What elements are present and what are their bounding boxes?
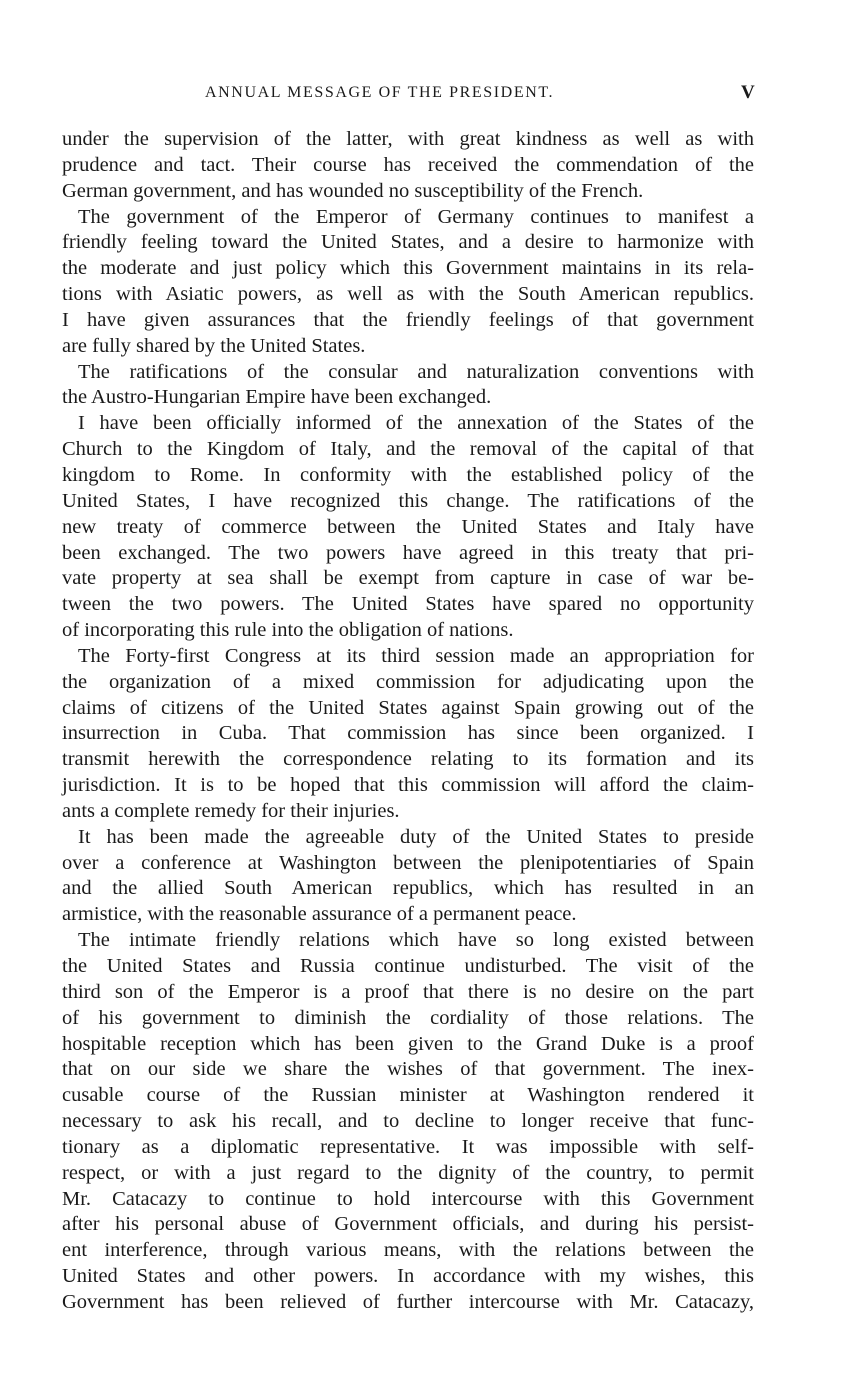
- text-line: Church to the Kingdom of Italy, and the removal of the capital of that: [62, 438, 754, 461]
- text-line: of incorporating this rule into the obligation of nations.: [62, 619, 514, 642]
- text-line: over a conference at Washington between the plenipotentiaries of Spain: [62, 851, 754, 874]
- text-line: ants a complete remedy for their injuries.: [62, 799, 400, 822]
- text-line: the moderate and just policy which this Government maintains in its rela-: [62, 257, 754, 280]
- text-line: and the allied South American republics, which has resulted in an: [62, 877, 754, 900]
- text-line: prudence and tact. Their course has received the commendation of the: [62, 153, 754, 176]
- text-line: been exchanged. The two powers have agreed in this treaty that pri-: [62, 541, 754, 564]
- text-line: hospitable reception which has been given to the Grand Duke is a proof: [62, 1032, 754, 1055]
- text-line: tionary as a diplomatic representative. It was impossible with self-: [62, 1135, 754, 1158]
- text-line: kingdom to Rome. In conformity with the established policy of the: [62, 463, 754, 486]
- text-line: after his personal abuse of Government officials, and during his persist-: [62, 1213, 754, 1236]
- text-line: It has been made the agreeable duty of the United States to preside: [78, 825, 754, 848]
- text-line: under the supervision of the latter, with great kindness as well as with: [62, 128, 754, 150]
- page-number: V: [741, 82, 755, 103]
- text-line: new treaty of commerce between the United States and Italy have: [62, 515, 754, 538]
- text-line: The ratifications of the consular and naturalization conventions with: [78, 360, 754, 383]
- text-line: I have been officially informed of the annexation of the States of the: [78, 412, 754, 435]
- text-line: tions with Asiatic powers, as well as with the South American republics.: [62, 283, 754, 306]
- text-line: ent interference, through various means, with the relations between the: [62, 1239, 754, 1262]
- text-line: I have given assurances that the friendly feelings of that government: [62, 308, 754, 331]
- text-line: third son of the Emperor is a proof that there is no desire on the part: [62, 980, 754, 1003]
- text-line: the organization of a mixed commission for adjudicating upon the: [62, 670, 754, 693]
- text-line: insurrection in Cuba. That commission has since been organized. I: [62, 722, 754, 745]
- text-line: transmit herewith the correspondence relating to its formation and its: [62, 748, 754, 771]
- text-line: the Austro-Hungarian Empire have been exchanged.: [62, 386, 492, 409]
- text-line: The intimate friendly relations which have so long existed between: [78, 929, 754, 952]
- text-line: The Forty-first Congress at its third session made an appropriation for: [78, 644, 754, 667]
- text-line: claims of citizens of the United States against Spain growing out of the: [62, 696, 754, 719]
- text-line: jurisdiction. It is to be hoped that this commission will afford the claim-: [62, 774, 754, 797]
- text-line: friendly feeling toward the United States, and a desire to harmonize with: [62, 231, 754, 254]
- running-title: ANNUAL MESSAGE OF THE PRESIDENT.: [205, 84, 555, 101]
- text-line: necessary to ask his recall, and to decline to longer receive that func-: [62, 1110, 754, 1133]
- text-line: German government, and has wounded no susceptibility of the French.: [62, 179, 644, 202]
- text-line: that on our side we share the wishes of that government. The inex-: [62, 1058, 754, 1081]
- text-line: United States and other powers. In accordance with my wishes, this: [62, 1265, 754, 1288]
- text-line: Government has been relieved of further intercourse with Mr. Catacazy,: [62, 1290, 754, 1313]
- text-line: tween the two powers. The United States have spared no opportunity: [62, 593, 754, 616]
- text-line: of his government to diminish the cordiality of those relations. The: [62, 1006, 754, 1029]
- text-line: United States, I have recognized this change. The ratifications of the: [62, 489, 754, 512]
- text-line: Mr. Catacazy to continue to hold intercourse with this Government: [62, 1187, 754, 1210]
- text-line: are fully shared by the United States.: [62, 334, 366, 357]
- text-line: respect, or with a just regard to the dignity of the country, to permit: [62, 1161, 754, 1184]
- text-line: the United States and Russia continue undisturbed. The visit of the: [62, 955, 754, 977]
- text-line: vate property at sea shall be exempt from capture in case of war be-: [62, 567, 754, 590]
- text-line: armistice, with the reasonable assurance of a permanent peace.: [62, 903, 577, 926]
- text-line: The government of the Emperor of Germany continues to manifest a: [78, 205, 754, 228]
- page-header: [0, 84, 859, 108]
- body-text: [62, 127, 754, 1316]
- text-line: cusable course of the Russian minister at Washington rendered it: [62, 1084, 754, 1107]
